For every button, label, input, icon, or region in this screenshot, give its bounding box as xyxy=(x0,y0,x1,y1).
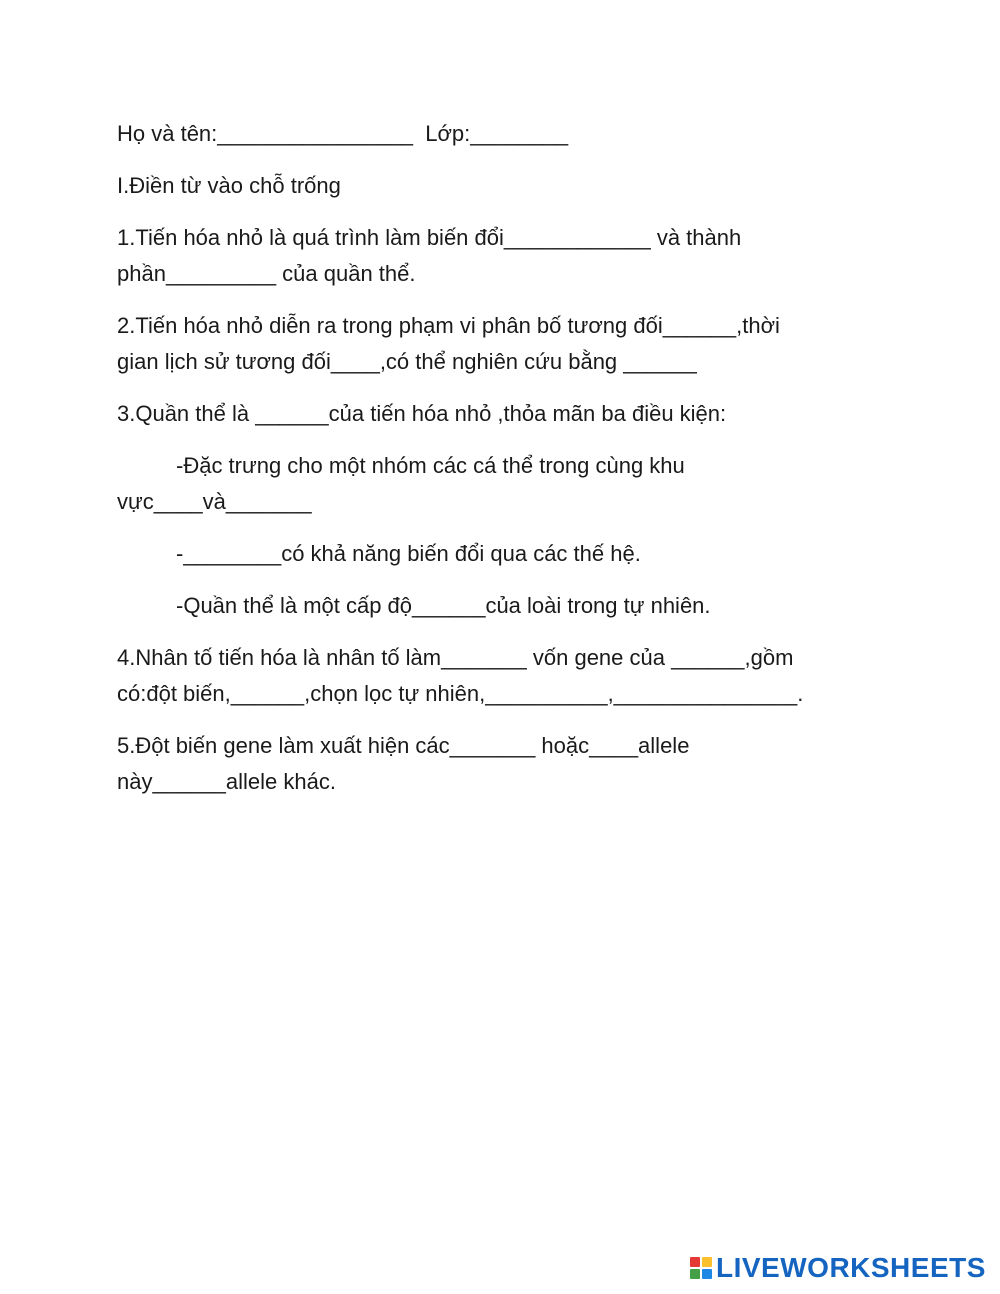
question-3-condition-2 xyxy=(117,536,877,572)
question-1-line-1[interactable]: 1.Tiến hóa nhỏ là quá trình làm biến đổi____________ và thành xyxy=(117,225,742,250)
condition-2-line[interactable]: -________có khả năng biến đổi qua các thế hệ. xyxy=(176,541,641,566)
condition-3-line[interactable]: -Quần thể là một cấp độ______của loài trong tự nhiên. xyxy=(176,593,711,618)
section-title-block xyxy=(117,168,877,204)
question-4-line-1[interactable]: 4.Nhân tố tiến hóa là nhân tố làm_______ vốn gene của ______,gồm xyxy=(117,645,794,670)
logo-square-red xyxy=(690,1257,700,1267)
question-5-line-1[interactable]: 5.Đột biến gene làm xuất hiện các_______ hoặc____allele xyxy=(117,733,690,758)
question-5-line-2[interactable]: này______allele khác. xyxy=(117,769,336,794)
question-2 xyxy=(117,308,877,380)
condition-1-line-1: -Đặc trưng cho một nhóm các cá thể trong cùng khu xyxy=(176,453,685,478)
question-4-line-2[interactable]: có:đột biến,______,chọn lọc tự nhiên,__________,_______________. xyxy=(117,681,804,706)
question-2-line-2[interactable]: gian lịch sử tương đối____,có thể nghiên cứu bằng ______ xyxy=(117,349,697,374)
question-3-condition-1 xyxy=(117,448,877,520)
question-1 xyxy=(117,220,877,292)
student-name-class-fields[interactable]: Họ và tên:________________ Lớp:________ xyxy=(117,121,569,146)
question-3-condition-3 xyxy=(117,588,877,624)
question-3 xyxy=(117,396,877,432)
section-title: I.Điền từ vào chỗ trống xyxy=(117,173,341,198)
liveworksheets-logo xyxy=(690,1252,986,1284)
logo-square-blue xyxy=(702,1269,712,1279)
question-4 xyxy=(117,640,877,712)
logo-square-green xyxy=(690,1269,700,1279)
question-2-line-1[interactable]: 2.Tiến hóa nhỏ diễn ra trong phạm vi phân bố tương đối______,thời xyxy=(117,313,780,338)
condition-1-line-2[interactable]: vực____và_______ xyxy=(117,489,312,514)
question-3-line-1[interactable]: 3.Quần thể là ______của tiến hóa nhỏ ,thỏa mãn ba điều kiện: xyxy=(117,401,727,426)
liveworksheets-brand-text: LIVEWORKSHEETS xyxy=(716,1252,986,1283)
liveworksheets-logo-icon xyxy=(690,1257,712,1279)
question-5 xyxy=(117,728,877,800)
name-class-line xyxy=(117,116,877,152)
question-1-line-2[interactable]: phần_________ của quần thể. xyxy=(117,261,416,286)
logo-square-yellow xyxy=(702,1257,712,1267)
worksheet xyxy=(117,116,877,816)
